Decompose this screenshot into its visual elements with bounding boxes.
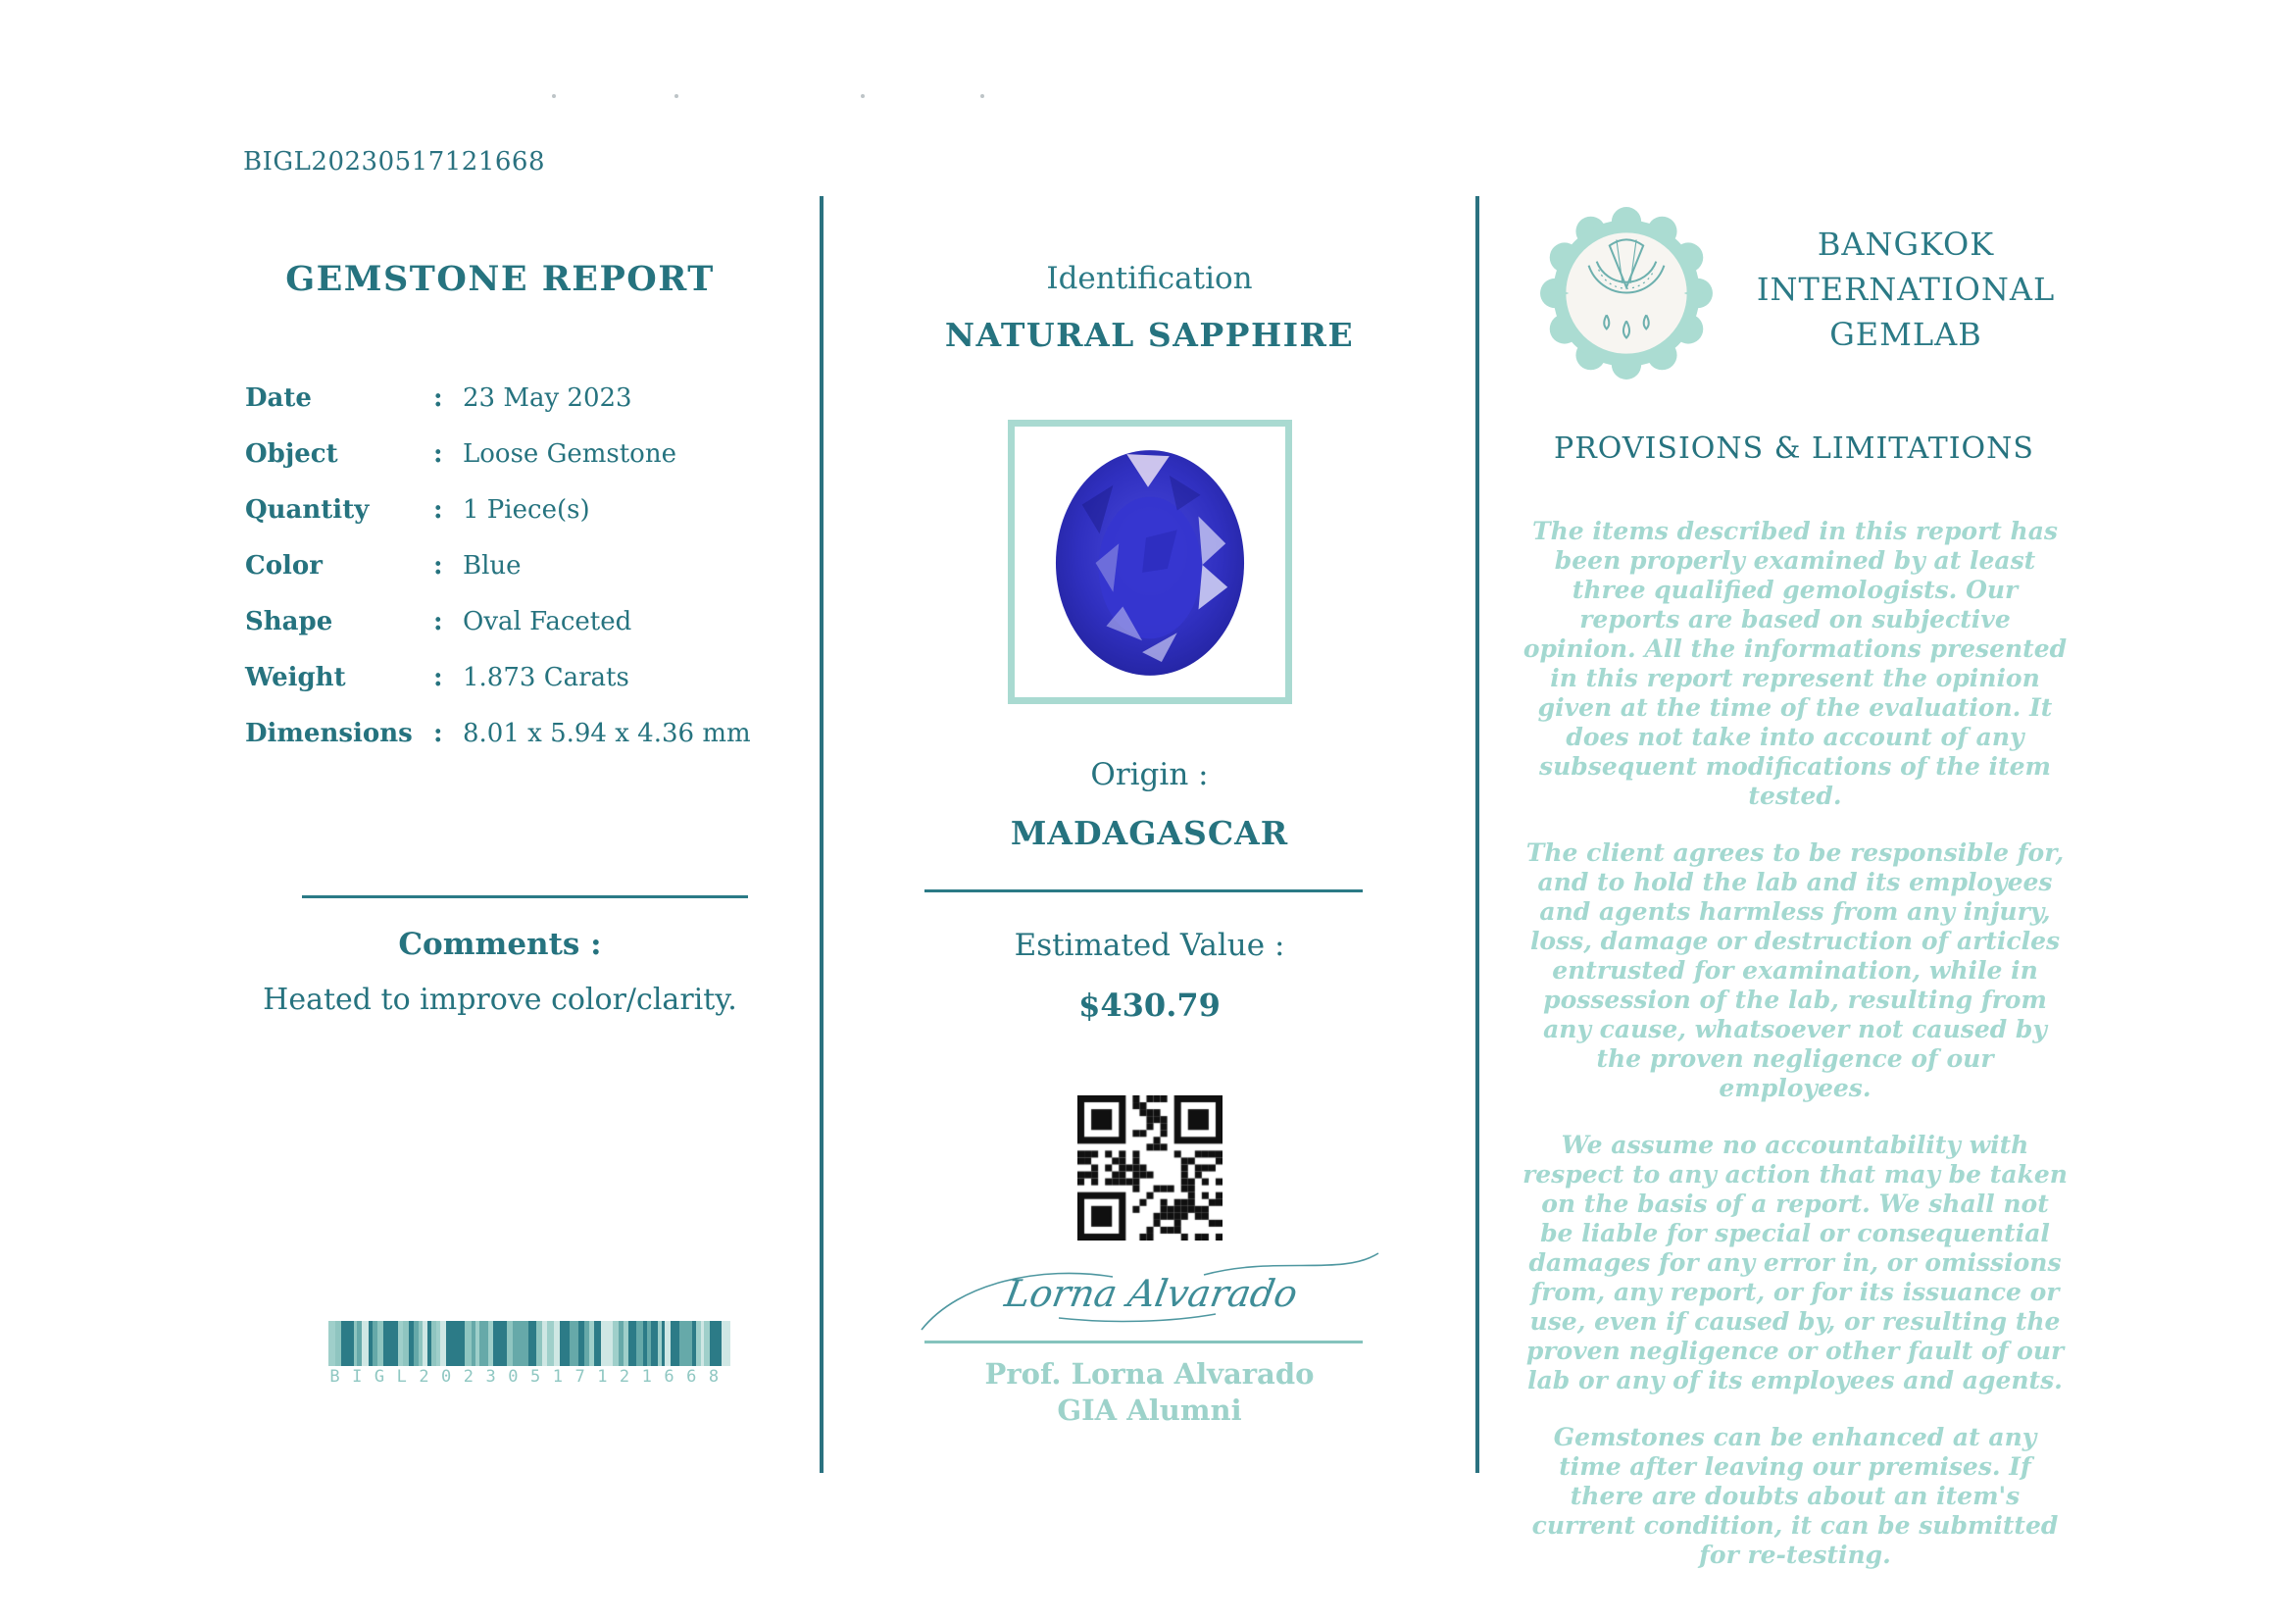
provisions-paragraphs bbox=[1522, 517, 2069, 1597]
barcode-bar bbox=[594, 1321, 601, 1366]
spec-label: Quantity bbox=[245, 495, 370, 525]
registration-dot bbox=[674, 94, 678, 98]
table-row bbox=[245, 606, 779, 638]
spec-value: 1 Piece(s) bbox=[463, 495, 590, 525]
registration-dot bbox=[861, 94, 865, 98]
table-row bbox=[245, 662, 779, 694]
barcode-bar bbox=[710, 1321, 719, 1366]
origin-value: MADAGASCAR bbox=[1010, 814, 1289, 852]
spec-colon: : bbox=[433, 719, 443, 748]
barcode-bar bbox=[520, 1321, 528, 1366]
spec-colon: : bbox=[433, 495, 443, 525]
signature-divider bbox=[924, 1341, 1363, 1343]
lab-name-line: GEMLAB bbox=[1829, 316, 1982, 353]
barcode-bar bbox=[328, 1321, 335, 1366]
origin-label: Origin : bbox=[1090, 757, 1209, 792]
spec-label: Shape bbox=[245, 607, 333, 636]
spec-value: 23 May 2023 bbox=[463, 383, 632, 413]
provision-paragraph: The items described in this report has been properly examined by at least three qualified gemologists. Our reports are based on subjective opinion. All the informations presented in this report represent the opinion given at the time of the evaluation. It does not take into account of any subsequent modifications of the item tested. bbox=[1522, 517, 2068, 810]
barcode-bar bbox=[628, 1321, 636, 1366]
spec-label: Color bbox=[245, 551, 323, 581]
estimated-value: $430.79 bbox=[1078, 987, 1221, 1024]
table-row bbox=[245, 438, 779, 471]
column-divider-right bbox=[1475, 196, 1479, 1473]
registration-dot bbox=[980, 94, 984, 98]
provisions-title: PROVISIONS & LIMITATIONS bbox=[1554, 431, 2034, 466]
spec-colon: : bbox=[433, 663, 443, 692]
barcode bbox=[328, 1321, 732, 1387]
column-divider-left bbox=[820, 196, 824, 1473]
comments-title: Comments : bbox=[398, 927, 602, 962]
table-row bbox=[245, 382, 779, 415]
spec-colon: : bbox=[433, 383, 443, 413]
barcode-bars bbox=[328, 1321, 732, 1366]
barcode-bar bbox=[679, 1321, 688, 1366]
lab-name-line: INTERNATIONAL bbox=[1756, 271, 2056, 308]
barcode-bar bbox=[458, 1321, 465, 1366]
report-number: BIGL20230517121668 bbox=[243, 147, 545, 177]
gem-photo-frame bbox=[1008, 420, 1292, 704]
barcode-bar bbox=[671, 1321, 679, 1366]
spec-label: Weight bbox=[245, 663, 346, 692]
estimated-value-label: Estimated Value : bbox=[1014, 928, 1285, 963]
provision-paragraph: Gemstones can be enhanced at any time after leaving our premises. If there are doubts about an item's current condition, it can be submitted for re-testing. bbox=[1531, 1423, 2059, 1569]
barcode-bar bbox=[636, 1321, 643, 1366]
spec-table bbox=[245, 382, 779, 774]
table-row bbox=[245, 494, 779, 527]
barcode-bar bbox=[450, 1321, 458, 1366]
barcode-bar bbox=[570, 1321, 578, 1366]
barcode-bar bbox=[651, 1321, 658, 1366]
middle-divider bbox=[924, 889, 1363, 892]
spec-value: Oval Faceted bbox=[463, 607, 632, 636]
spec-colon: : bbox=[433, 551, 443, 581]
signature-name: Lorna Alvarado bbox=[1001, 1272, 1301, 1316]
registration-dot bbox=[552, 94, 556, 98]
barcode-bar bbox=[528, 1321, 536, 1366]
barcode-bar bbox=[465, 1321, 472, 1366]
lab-logo-seal-icon bbox=[1537, 204, 1716, 382]
spec-value: 8.01 x 5.94 x 4.36 mm bbox=[463, 719, 751, 748]
comments-text: Heated to improve color/clarity. bbox=[263, 983, 737, 1017]
lab-name-line: BANGKOK bbox=[1817, 226, 1995, 263]
table-row bbox=[245, 718, 779, 750]
spec-label: Date bbox=[245, 383, 312, 413]
spec-value: Blue bbox=[463, 551, 522, 581]
identification-value: NATURAL SAPPHIRE bbox=[944, 316, 1355, 354]
spec-label: Dimensions bbox=[245, 719, 413, 748]
comments-divider bbox=[302, 895, 748, 898]
provision-paragraph: We assume no accountability with respect to any action that may be taken on the basis of a report. We shall not be liable for special or consequential damages for any error in, or omissions from, any report, or for its issuance or use, even if caused by, or resulting the proven negligence or other fault of our lab or any of its employees and agents. bbox=[1522, 1131, 2068, 1394]
gem-photo bbox=[1053, 444, 1247, 680]
barcode-bar bbox=[606, 1321, 613, 1366]
barcode-bar bbox=[389, 1321, 398, 1366]
provision-paragraph: The client agrees to be responsible for, and to hold the lab and its employees and agents harmless from any injury, loss, damage or destruction of articles entrusted for examination, while in possession of the lab, resulting from any cause, whatsoever not caused by the proven negligence of our employees. bbox=[1525, 838, 2065, 1102]
identification-label: Identification bbox=[1046, 261, 1253, 296]
barcode-bar bbox=[362, 1321, 369, 1366]
lab-name bbox=[1716, 222, 2096, 357]
barcode-text: BIGL20230517121668 bbox=[329, 1367, 731, 1387]
page-title: GEMSTONE REPORT bbox=[285, 259, 715, 299]
spec-value: Loose Gemstone bbox=[463, 439, 676, 469]
spec-label: Object bbox=[245, 439, 338, 469]
barcode-bar bbox=[513, 1321, 520, 1366]
table-row bbox=[245, 550, 779, 583]
signatory-name: Prof. Lorna Alvarado bbox=[984, 1357, 1315, 1391]
barcode-bar bbox=[499, 1321, 507, 1366]
qr-code bbox=[1077, 1095, 1223, 1241]
spec-colon: : bbox=[433, 607, 443, 636]
spec-value: 1.873 Carats bbox=[463, 663, 629, 692]
barcode-bar bbox=[722, 1321, 730, 1366]
barcode-bar bbox=[345, 1321, 354, 1366]
barcode-bar bbox=[547, 1321, 554, 1366]
spec-colon: : bbox=[433, 439, 443, 469]
signatory-title: GIA Alumni bbox=[1057, 1393, 1242, 1427]
signature bbox=[912, 1247, 1387, 1341]
